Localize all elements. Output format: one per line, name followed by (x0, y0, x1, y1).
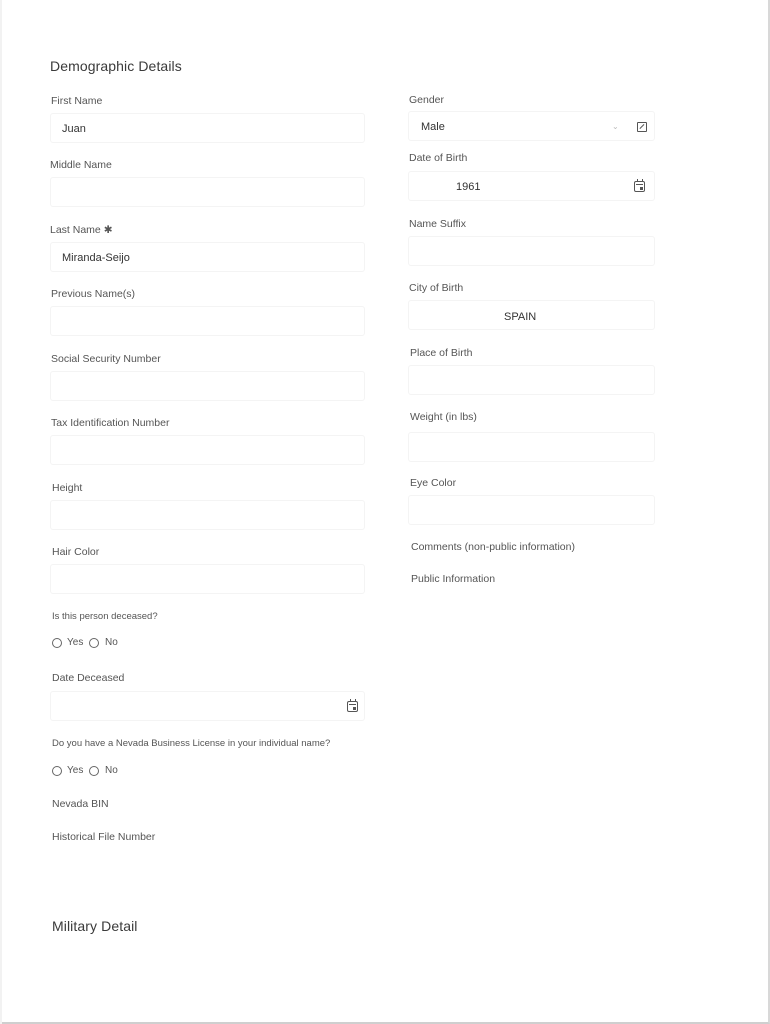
dob-field[interactable] (408, 171, 655, 201)
deceased-yes-label: Yes (67, 637, 84, 648)
gender-value: Male (421, 121, 445, 133)
deceased-no-radio[interactable] (89, 638, 99, 648)
gender-select[interactable] (408, 111, 655, 141)
nv-license-no-label: No (105, 765, 118, 776)
ssn-label: Social Security Number (51, 353, 161, 365)
height-field[interactable] (50, 500, 365, 530)
middle-name-field[interactable] (50, 177, 365, 207)
nv-license-question: Do you have a Nevada Business License in your individual name? (52, 738, 331, 749)
first-name-label: First Name (51, 95, 103, 107)
comments-label: Comments (non-public information) (411, 541, 575, 553)
deceased-question: Is this person deceased? (52, 611, 158, 622)
deceased-no-label: No (105, 637, 118, 648)
weight-field[interactable] (408, 432, 655, 462)
historical-file-label: Historical File Number (52, 831, 156, 843)
ssn-field[interactable] (50, 371, 365, 401)
place-of-birth-label: Place of Birth (410, 347, 473, 359)
section-title-demographic: Demographic Details (50, 58, 182, 74)
first-name-value: Juan (62, 123, 86, 135)
nevada-bin-label: Nevada BIN (52, 798, 109, 810)
name-suffix-field[interactable] (408, 236, 655, 266)
date-deceased-field[interactable] (50, 691, 365, 721)
tin-label: Tax Identification Number (51, 417, 170, 429)
hair-color-label: Hair Color (52, 546, 100, 558)
dob-value: 1961 (456, 181, 481, 193)
city-of-birth-field[interactable] (408, 300, 655, 330)
middle-name-label: Middle Name (50, 159, 112, 171)
dob-calendar-icon[interactable] (634, 181, 645, 192)
city-of-birth-value: SPAIN (504, 311, 537, 323)
external-select-icon[interactable] (637, 122, 647, 132)
place-of-birth-field[interactable] (408, 365, 655, 395)
public-info-label: Public Information (411, 573, 496, 585)
chevron-down-icon: ⌄ (612, 122, 619, 131)
city-of-birth-label: City of Birth (409, 282, 464, 294)
dob-label: Date of Birth (409, 152, 468, 164)
previous-names-field[interactable] (50, 306, 365, 336)
section-title-military: Military Detail (52, 918, 138, 934)
hair-color-field[interactable] (50, 564, 365, 594)
weight-label: Weight (in lbs) (410, 411, 477, 423)
nv-license-yes-radio[interactable] (52, 766, 62, 776)
tin-field[interactable] (50, 435, 365, 465)
height-label: Height (52, 482, 83, 494)
previous-names-label: Previous Name(s) (51, 288, 136, 300)
nv-license-yes-label: Yes (67, 765, 84, 776)
eye-color-field[interactable] (408, 495, 655, 525)
first-name-field[interactable] (50, 113, 365, 143)
last-name-value: Miranda-Seijo (62, 252, 130, 264)
date-deceased-calendar-icon[interactable] (347, 701, 358, 712)
deceased-yes-radio[interactable] (52, 638, 62, 648)
name-suffix-label: Name Suffix (409, 218, 466, 230)
date-deceased-label: Date Deceased (52, 672, 125, 684)
nv-license-no-radio[interactable] (89, 766, 99, 776)
gender-label: Gender (409, 94, 445, 106)
last-name-field[interactable] (50, 242, 365, 272)
last-name-label: Last Name ✱ (50, 224, 113, 236)
eye-color-label: Eye Color (410, 477, 457, 489)
page-edge (0, 0, 2, 1024)
